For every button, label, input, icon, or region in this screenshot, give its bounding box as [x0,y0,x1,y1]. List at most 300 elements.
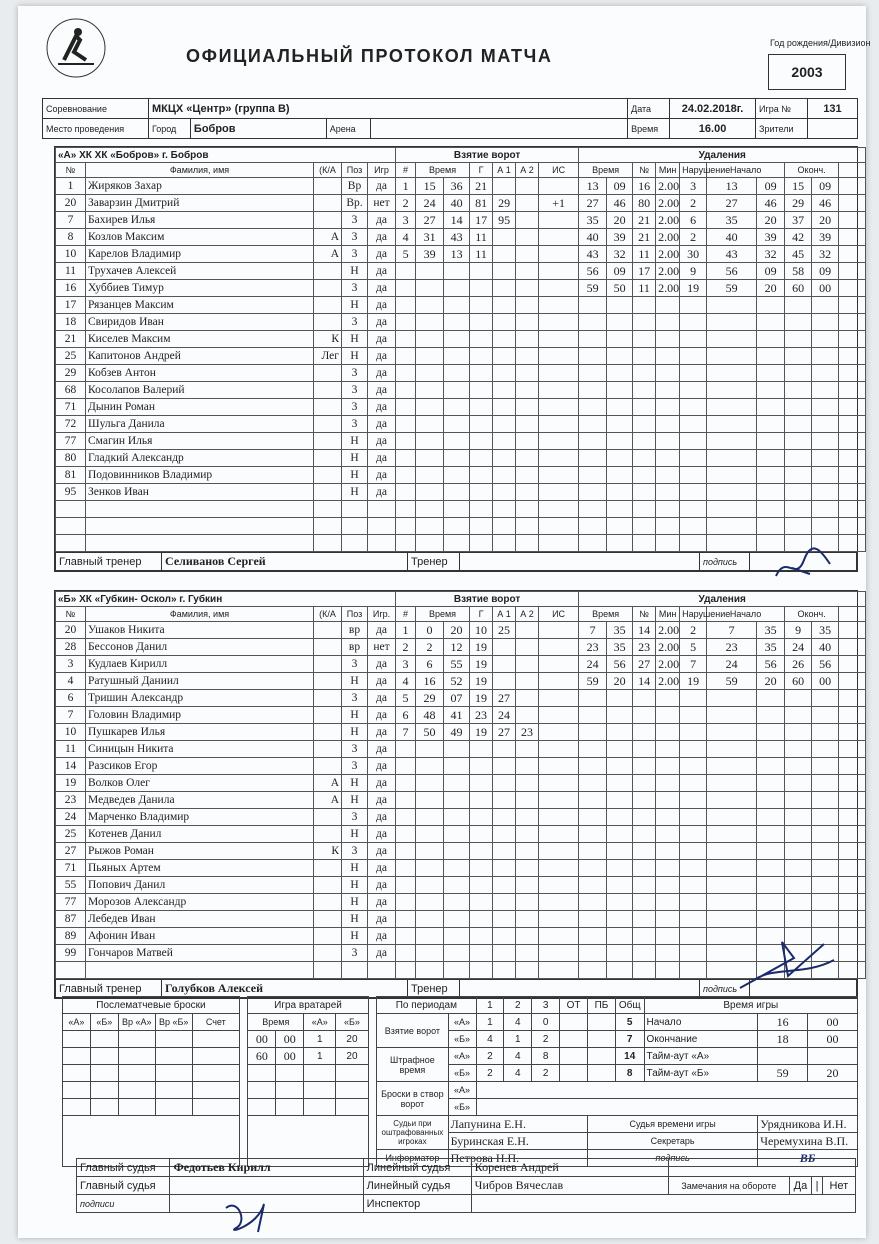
penalty-num [633,331,656,348]
penalty-extra [839,416,866,433]
player-ka: Лег [314,348,342,365]
goal-n [396,809,416,826]
goal-a1 [493,741,516,758]
player-num: 99 [56,945,86,962]
penalty-emm [785,314,812,331]
player-pos: Н [342,263,368,280]
player-name: Ушаков Никита [86,622,314,639]
penalty-viol [680,314,707,331]
goal-n [396,518,416,535]
player-num: 14 [56,758,86,775]
player-pos: 3 [342,365,368,382]
penalty-ss [607,724,633,741]
pen-a-p2: 4 [504,1048,532,1065]
referee-signature [218,1196,278,1236]
penalty-sss [757,382,785,399]
goal-a1 [493,911,516,928]
penalty-ss [607,382,633,399]
penalty-extra [839,690,866,707]
player-num: 24 [56,809,86,826]
team-a-title: «А» ХК ХК «Бобров» г. Бобров [56,148,396,163]
player-name: Капитонов Андрей [86,348,314,365]
goal-ss [444,962,470,979]
player-ka [314,741,342,758]
player-pos: 3 [342,690,368,707]
player-name: Трухачев Алексей [86,263,314,280]
player-num: 89 [56,928,86,945]
penalty-ess [812,331,839,348]
goal-n [396,331,416,348]
penalty-num [633,962,656,979]
penalty-mm [579,501,607,518]
penalty-viol [680,501,707,518]
penalty-smm [707,690,757,707]
goal-g: 19 [470,639,493,656]
penalty-smm [707,484,757,501]
goal-ss: 07 [444,690,470,707]
player-name: Гладкий Александр [86,450,314,467]
goal-is [539,535,579,552]
goal-is [539,484,579,501]
penalty-viol: 9 [680,263,707,280]
penalty-viol [680,707,707,724]
penalty-ss [607,826,633,843]
blank-cell [669,1159,856,1177]
goal-a2 [516,331,539,348]
goal-g [470,348,493,365]
player-row [56,484,866,501]
player-name: Зенков Иван [86,484,314,501]
penalty-emm: 58 [785,263,812,280]
penalty-ess [812,467,839,484]
penalty-smm [707,331,757,348]
player-play: да [368,348,396,365]
penalty-viol: 6 [680,212,707,229]
goal-n: 6 [396,707,416,724]
shootout-cell [118,1031,155,1048]
goal-is [539,707,579,724]
goal-a1 [493,416,516,433]
goal-g [470,331,493,348]
player-name: Пьяных Артем [86,860,314,877]
player-play: да [368,399,396,416]
goal-ss [444,280,470,297]
goal-n [396,758,416,775]
goal-is [539,622,579,639]
goal-ss [444,518,470,535]
shootout-col-b: «Б» [90,1014,118,1031]
shootout-cell [155,1048,192,1065]
penalty-ss [607,928,633,945]
player-pos: Н [342,433,368,450]
goal-n [396,962,416,979]
penalty-ess: 32 [812,246,839,263]
player-num: 27 [56,843,86,860]
team-b-signature [734,936,844,996]
goal-is [539,297,579,314]
penalty-num [633,758,656,775]
col-pen-viol: Нарушение [680,163,707,178]
goal-is [539,809,579,826]
player-ka [314,911,342,928]
birth-year-value: 2003 [768,54,846,90]
goal-a2 [516,399,539,416]
col-pos: Поз [342,163,368,178]
penalty-ess [812,382,839,399]
penalty-min [656,348,680,365]
penalty-mm [579,535,607,552]
penalty-sss [757,467,785,484]
officials-signature-label: подпись [588,1150,758,1167]
penalty-min [656,365,680,382]
goal-a2 [516,911,539,928]
goal-ss: 41 [444,707,470,724]
player-ka [314,467,342,484]
gap [368,997,377,1116]
goal-a2 [516,622,539,639]
player-pos: 3 [342,416,368,433]
goal-a2 [516,314,539,331]
penalty-min [656,758,680,775]
goal-a1 [493,501,516,518]
penalty-viol [680,382,707,399]
penalty-min [656,724,680,741]
goal-ss [444,928,470,945]
goal-g [470,280,493,297]
penalty-emm: 45 [785,246,812,263]
penalty-ss [607,484,633,501]
player-ka [314,314,342,331]
penalty-emm [785,894,812,911]
pen-a-total: 14 [615,1048,644,1065]
penalty-ss [607,297,633,314]
penalty-emm [785,331,812,348]
penalty-judges-label: Судьи при оштрафованных игроках [377,1116,448,1150]
goalkeepers-title: Игра вратарей [248,997,368,1014]
goal-ss [444,809,470,826]
shootout-cell [118,1082,155,1099]
penalty-min [656,826,680,843]
player-row [56,758,866,775]
goal-a2 [516,501,539,518]
venue-label: Место проведения [43,119,149,139]
player-row [56,775,866,792]
penalty-extra [839,382,866,399]
penalty-smm [707,758,757,775]
player-ka [314,280,342,297]
penalty-min [656,331,680,348]
goal-n: 3 [396,656,416,673]
goal-ss [444,758,470,775]
penalty-emm [785,860,812,877]
goal-ss [444,792,470,809]
penalty-mm [579,962,607,979]
penalty-num [633,484,656,501]
shootout-cell [192,1082,239,1099]
goal-n [396,894,416,911]
player-name: Шульга Данила [86,416,314,433]
col-goal-num: # [396,163,416,178]
penalty-ss: 09 [607,263,633,280]
goal-mm [416,484,444,501]
penalty-min [656,741,680,758]
penalty-smm [707,314,757,331]
penalty-num: 11 [633,280,656,297]
penalty-viol [680,535,707,552]
goal-mm: 2 [416,639,444,656]
goal-n [396,450,416,467]
penalty-viol: 2 [680,229,707,246]
player-play: да [368,382,396,399]
player-num: 6 [56,690,86,707]
player-row [56,178,866,195]
goal-mm [416,775,444,792]
penalty-mm: 59 [579,673,607,690]
team-a-coach-row [55,552,857,571]
team-b-table [55,591,866,979]
penalty-smm [707,365,757,382]
penalty-emm [785,297,812,314]
penalty-min [656,894,680,911]
player-play [368,518,396,535]
player-pos: Н [342,467,368,484]
shootout-col-score: Счет [192,1014,239,1031]
goal-n: 1 [396,178,416,195]
goal-a2 [516,877,539,894]
penalty-sss [757,433,785,450]
goal-ss [444,775,470,792]
player-row [56,331,866,348]
player-ka [314,928,342,945]
player-row [56,246,866,263]
penalty-viol: 7 [680,656,707,673]
shootout-col-a: «А» [63,1014,91,1031]
penalty-emm [785,690,812,707]
goal-a2 [516,246,539,263]
start-minutes: 00 [808,1014,858,1031]
goal-a2 [516,962,539,979]
penalty-ess [812,365,839,382]
notes-label: Замечания на обороте [669,1177,789,1195]
penalty-emm [785,911,812,928]
goal-a1 [493,639,516,656]
penalty-mm [579,314,607,331]
goal-a2 [516,348,539,365]
penalty-min: 2.00 [656,280,680,297]
goal-ss: 14 [444,212,470,229]
player-row [56,860,866,877]
penalty-num [633,501,656,518]
penalty-smm [707,826,757,843]
goal-mm [416,433,444,450]
penalty-emm: 60 [785,673,812,690]
goals-a-p2: 4 [504,1014,532,1031]
player-row [56,843,866,860]
goal-mm [416,877,444,894]
penalty-ess [812,792,839,809]
penalty-ss [607,450,633,467]
player-ka [314,690,342,707]
goals-a-pb [588,1014,616,1031]
penalty-extra [839,911,866,928]
coach-label: Тренер [408,980,460,998]
goal-is [539,826,579,843]
penalty-ss: 50 [607,280,633,297]
player-pos: Н [342,297,368,314]
player-play: да [368,775,396,792]
shootout-col-gkb: Вр «Б» [155,1014,192,1031]
player-ka [314,809,342,826]
goal-a1: 27 [493,724,516,741]
goal-mm: 6 [416,656,444,673]
goal-n [396,467,416,484]
arena-value [370,119,627,139]
player-num: 8 [56,229,86,246]
penalty-ess [812,416,839,433]
shots-team-b-label: «Б» [448,1099,476,1116]
penalty-extra [839,467,866,484]
penalty-num [633,826,656,843]
player-num: 25 [56,826,86,843]
goal-mm [416,894,444,911]
gk-col-b: «Б» [336,1014,368,1031]
penalty-extra [839,229,866,246]
gk-cell [248,1099,276,1116]
player-name: Киселев Максим [86,331,314,348]
col-pen-start: Начало [707,607,785,622]
penalty-viol [680,433,707,450]
penalty-min [656,945,680,962]
penalty-ess [812,843,839,860]
head-coach-label: Главный тренер [56,553,162,571]
penalty-num: 27 [633,656,656,673]
penalty-ess: 39 [812,229,839,246]
player-row [56,724,866,741]
penalty-extra [839,826,866,843]
goal-n: 2 [396,195,416,212]
col-goal-time: Время [416,607,470,622]
goals-b-pb [588,1031,616,1048]
penalty-emm [785,518,812,535]
penalty-smm: 7 [707,622,757,639]
goal-is [539,792,579,809]
goal-a1 [493,399,516,416]
penalty-extra [839,792,866,809]
goal-g: 81 [470,195,493,212]
secretary-name: Черемухина В.П. [758,1133,858,1150]
player-pos: Н [342,775,368,792]
penalty-sss: 09 [757,178,785,195]
penalty-num [633,382,656,399]
player-pos: Н [342,450,368,467]
penalty-viol [680,518,707,535]
penalty-mm [579,724,607,741]
penalty-num [633,433,656,450]
penalty-time-label: Штрафное время [377,1048,448,1082]
player-name: Рыжов Роман [86,843,314,860]
penalty-min [656,911,680,928]
player-play: да [368,484,396,501]
goal-mm: 29 [416,690,444,707]
player-row [56,263,866,280]
penalty-viol [680,741,707,758]
goal-mm: 24 [416,195,444,212]
goal-mm [416,416,444,433]
period-col-1: 1 [476,997,504,1014]
goal-is [539,348,579,365]
goal-mm: 16 [416,673,444,690]
col-pen-time: Время [579,163,633,178]
penalty-smm [707,775,757,792]
goal-n [396,348,416,365]
goal-a2 [516,690,539,707]
player-row [56,673,866,690]
penalty-mm [579,365,607,382]
player-num: 77 [56,433,86,450]
goals-a-p3: 0 [532,1014,560,1031]
player-play: да [368,843,396,860]
penalty-num [633,809,656,826]
penalty-smm: 40 [707,229,757,246]
penalty-sss [757,331,785,348]
player-play: да [368,467,396,484]
penalty-min [656,382,680,399]
penalty-num [633,843,656,860]
officials-signature: ВБ [758,1150,858,1167]
player-num: 55 [56,877,86,894]
player-play: да [368,826,396,843]
gk-cell [248,1082,276,1099]
goal-is [539,314,579,331]
goal-mm [416,928,444,945]
goal-a1 [493,331,516,348]
penalty-smm [707,809,757,826]
penalty-viol: 19 [680,280,707,297]
player-ka [314,518,342,535]
player-pos: 3 [342,843,368,860]
penalty-ess [812,826,839,843]
end-minutes: 00 [808,1031,858,1048]
penalty-num: 21 [633,212,656,229]
goal-n: 1 [396,622,416,639]
goal-a1: 25 [493,622,516,639]
penalty-ess [812,809,839,826]
penalty-sss [757,843,785,860]
player-ka: А [314,229,342,246]
penalty-emm [785,467,812,484]
penalty-num: 23 [633,639,656,656]
penalty-emm [785,501,812,518]
penalty-ss [607,518,633,535]
goal-mm [416,314,444,331]
player-row [56,792,866,809]
player-ka [314,945,342,962]
player-num: 87 [56,911,86,928]
penalty-emm [785,741,812,758]
goal-ss: 55 [444,656,470,673]
penalty-viol [680,365,707,382]
goal-n [396,741,416,758]
player-num: 11 [56,741,86,758]
penalty-ss [607,331,633,348]
goals-b-total: 7 [615,1031,644,1048]
inspector-name [471,1195,855,1213]
player-row [56,622,866,639]
player-pos: 3 [342,246,368,263]
goal-mm: 50 [416,724,444,741]
player-ka [314,707,342,724]
player-play: да [368,246,396,263]
